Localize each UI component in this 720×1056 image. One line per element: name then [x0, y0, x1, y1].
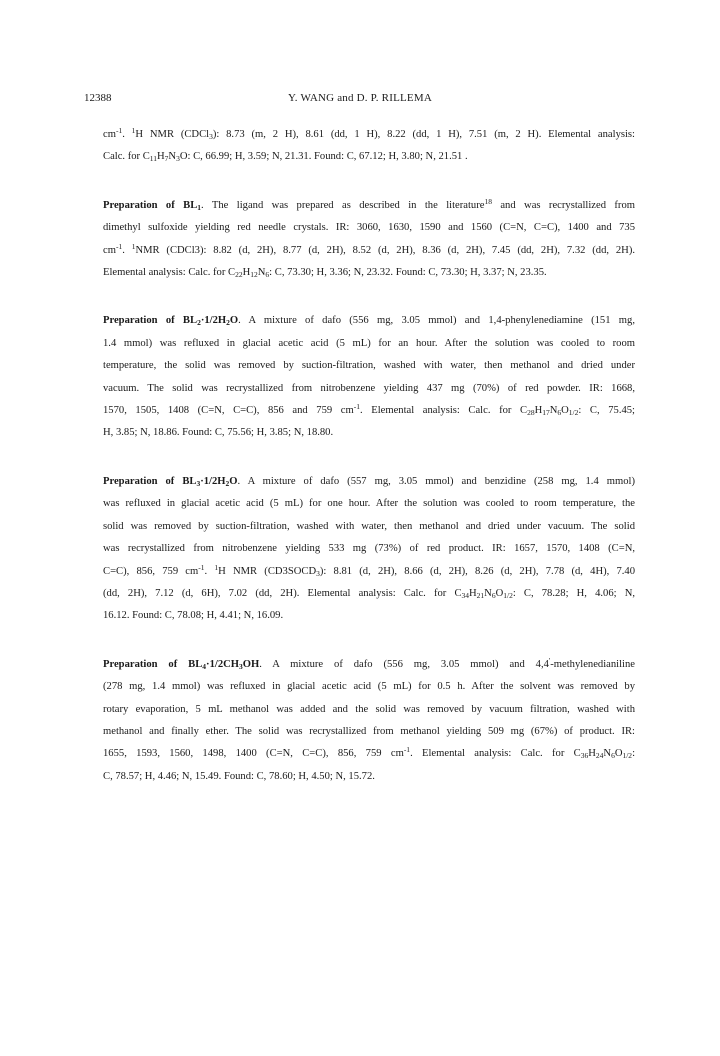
text-run: -1 [198, 562, 205, 572]
text-run: 1655, 1593, 1560, 1498, 1400 (C=N, C=C), 856, 759 cm [103, 748, 404, 760]
text-run: N [603, 748, 612, 760]
text-line [103, 333, 635, 355]
text-run: 1/2 [622, 751, 633, 761]
text-run: 34 [461, 590, 470, 600]
text-run: 1 [131, 241, 136, 251]
text-run: 6 [491, 590, 496, 600]
page-number: 12388 [84, 92, 112, 104]
text-run: ): 8.81 (d, 2H), 8.66 (d, 2H), 8.26 (d, 2H), 7.78 (d, 4H), 7.40 [319, 565, 636, 577]
text-run: O [495, 587, 504, 599]
text-run: 7 [164, 154, 169, 164]
text-run: 36 [580, 751, 589, 761]
text-run: 3 [176, 154, 180, 164]
text-line [103, 721, 635, 743]
page-header [84, 92, 636, 108]
text-run: H [534, 405, 543, 417]
run-in-heading: OH [242, 658, 260, 670]
paragraph-preparation-bl1 [103, 195, 635, 285]
run-in-heading: O [229, 315, 239, 327]
text-line [103, 217, 635, 239]
text-run: H [157, 151, 165, 163]
text-run: 3 [209, 132, 213, 141]
text-run: : C, 78.28; H, 4.06; N, [512, 587, 635, 599]
text-run: -1 [115, 241, 123, 251]
text-run: 16.12. Found: C, 78.08; H, 4.41; N, 16.09. [103, 610, 284, 622]
run-in-heading: ·1/2H [200, 315, 227, 327]
run-in-heading: Preparation of BL [103, 475, 197, 487]
text-run: NMR (CDCl3): 8.82 (d, 2H), 8.77 (d, 2H), 8.52 (d, 2H), 8.36 (d, 2H), 7.45 (dd, 2H), 7.32 (dd, 2H). [135, 244, 636, 256]
text-run: (278 mg, 1.4 mmol) was refluxed in glacial acetic acid (5 mL) for 0.5 h. After the solvent was removed by [103, 681, 635, 693]
running-head: Y. WANG and D. P. RILLEMA [288, 92, 432, 104]
text-line [103, 195, 635, 217]
text-line [103, 583, 635, 605]
text-run: cm [103, 244, 116, 256]
run-in-heading: 2 [225, 478, 230, 488]
text-run: -1 [353, 402, 360, 412]
text-run: 17 [542, 408, 550, 418]
text-run: N [484, 587, 492, 599]
text-run: and was recrystallized from [491, 199, 635, 211]
run-in-heading: Preparation of BL [103, 199, 198, 211]
text-run: -1 [403, 745, 411, 755]
text-run: 28 [527, 408, 535, 418]
text-line [103, 310, 635, 332]
text-run: cm [103, 129, 116, 140]
text-run: . A mixture of dafo (556 mg, 3.05 mmol) and 4,4 [259, 658, 549, 670]
text-run: C, 78.57; H, 4.46; N, 15.49. Found: C, 78.60; H, 4.50; N, 15.72. [103, 770, 375, 782]
run-in-heading: Preparation of BL [103, 315, 198, 327]
text-run: H [469, 587, 477, 599]
text-run: . [122, 244, 132, 256]
text-run: . A mixture of dafo (556 mg, 3.05 mmol) and 1,4-phenylenediamine (151 mg, [238, 315, 635, 327]
text-line [103, 355, 635, 377]
text-run: : [632, 748, 636, 760]
run-in-heading: 1 [197, 202, 202, 212]
run-in-heading: ·1/2CH [206, 658, 240, 670]
paragraph-preparation-bl4 [103, 654, 635, 788]
text-run: 1 [214, 562, 219, 572]
text-run: . Elemental analysis: Calc. for C [359, 405, 528, 417]
text-run: : C, 73.30; H, 3.36; N, 23.32. Found: C, 73.30; H, 3.37; N, 23.35. [269, 267, 547, 279]
text-line [103, 146, 635, 168]
run-in-heading: 4 [202, 661, 207, 671]
text-line [103, 378, 635, 400]
text-line [103, 471, 635, 493]
text-run: H [588, 748, 596, 760]
text-line [103, 766, 635, 788]
article-body [103, 124, 635, 814]
text-run: ' [548, 655, 551, 665]
text-run: H, 3.85; N, 18.86. Found: C, 75.56; H, 3.85; N, 18.80. [103, 427, 334, 439]
run-in-heading: 2 [197, 318, 201, 328]
text-run: H [242, 267, 251, 279]
text-run: 1 [131, 126, 136, 135]
text-run: . [204, 565, 215, 577]
text-run: 6 [611, 751, 615, 761]
run-in-heading: 2 [226, 318, 230, 328]
text-run: 6 [265, 270, 270, 280]
text-run: 1/2 [568, 408, 579, 418]
text-run: O: C, 66.99; H, 3.59; N, 21.31. Found: C, 67.12; H, 3.80; N, 21.51 . [179, 151, 468, 163]
run-in-heading: Preparation of BL [103, 658, 203, 670]
paragraph-nmr-continuation [103, 124, 635, 169]
run-in-heading: O [229, 475, 238, 487]
text-run: Calc. for C [103, 151, 150, 163]
paragraph-preparation-bl2 [103, 310, 635, 444]
text-line [103, 400, 635, 422]
text-run: . [122, 129, 132, 140]
text-run: 22 [235, 270, 243, 280]
text-run: 24 [595, 751, 604, 761]
text-run: temperature, the solid was removed by suction-filtration, washed with water, then methanol and dried under [103, 360, 635, 372]
text-run: solid was removed by suction-filtration, washed with water, then methanol and dried under vacuum. The solid [103, 520, 635, 532]
text-line [103, 561, 635, 583]
text-run: . Elemental analysis: Calc. for C [410, 748, 581, 760]
text-line [103, 538, 635, 560]
text-run: 1570, 1505, 1408 (C=N, C=C), 856 and 759 cm [103, 405, 354, 417]
text-run: was recrystallized from nitrobenzene yielding 533 mg (73%) of red product. IR: 1657, 1570, 1408 (C=N, [103, 543, 635, 555]
text-run: vacuum. The solid was recrystallized from nitrobenzene yielding 437 mg (70%) of red powder. IR: 1668, [103, 382, 635, 394]
text-run: O [561, 405, 569, 417]
text-line [103, 493, 635, 515]
text-run: -methylenedianiline [550, 658, 635, 670]
text-run: N [257, 267, 266, 279]
run-in-heading: 3 [196, 478, 201, 488]
text-run: 1.4 mmol) was refluxed in glacial acetic acid (5 mL) for an hour. After the solution was cooled to room [103, 337, 635, 349]
text-run: rotary evaporation, 5 mL methanol was added and the solid was removed by vacuum filtration, washed with [103, 703, 635, 715]
text-line [103, 422, 635, 444]
text-line [103, 676, 635, 698]
text-line [103, 654, 635, 676]
text-run: (dd, 2H), 7.12 (d, 6H), 7.02 (dd, 2H). Elemental analysis: Calc. for C [103, 587, 462, 599]
text-run: H NMR (CD3SOCD [218, 565, 317, 577]
text-run: O [614, 748, 623, 760]
text-run: 11 [149, 154, 158, 164]
text-run: 3 [316, 568, 320, 578]
run-in-heading: 3 [239, 661, 243, 671]
text-line [103, 516, 635, 538]
text-line [103, 262, 635, 284]
text-run: C=C), 856, 759 cm [103, 565, 199, 577]
text-run: 21 [476, 590, 485, 600]
text-run: 1/2 [503, 590, 513, 600]
text-line [103, 743, 635, 765]
text-run: N [168, 151, 177, 163]
text-run: ): 8.73 (m, 2 H), 8.61 (dd, 1 H), 8.22 (dd, 1 H), 7.51 (m, 2 H). Elemental analysis: [212, 129, 636, 140]
text-line [103, 240, 635, 262]
text-line [103, 699, 635, 721]
text-run: : C, 75.45; [578, 405, 636, 417]
text-run: -1 [115, 126, 123, 135]
text-run: 18 [484, 196, 492, 206]
text-run: H NMR (CDCl [135, 129, 210, 140]
text-line [103, 124, 635, 146]
text-run: 12 [250, 270, 258, 280]
text-run: methanol and finally ether. The solid was recrystallized from methanol yielding 509 mg (67%) of product. IR: [103, 725, 635, 737]
run-in-heading: ·1/2H [200, 475, 226, 487]
text-run: N [549, 405, 558, 417]
text-run: . The ligand was prepared as described in the literature [201, 199, 485, 211]
text-run: . A mixture of dafo (557 mg, 3.05 mmol) and benzidine (258 mg, 1.4 mmol) [237, 475, 635, 487]
text-run: Elemental analysis: Calc. for C [103, 267, 236, 279]
paragraph-preparation-bl3 [103, 471, 635, 628]
text-run: was refluxed in glacial acetic acid (5 mL) for one hour. After the solution was cooled to room temperature, the [103, 498, 635, 510]
text-run: 6 [557, 408, 562, 418]
text-run: dimethyl sulfoxide yielding red needle crystals. IR: 3060, 1630, 1590 and 1560 (C=N, C=C), 1400 and 735 [103, 222, 635, 234]
text-line [103, 605, 635, 627]
